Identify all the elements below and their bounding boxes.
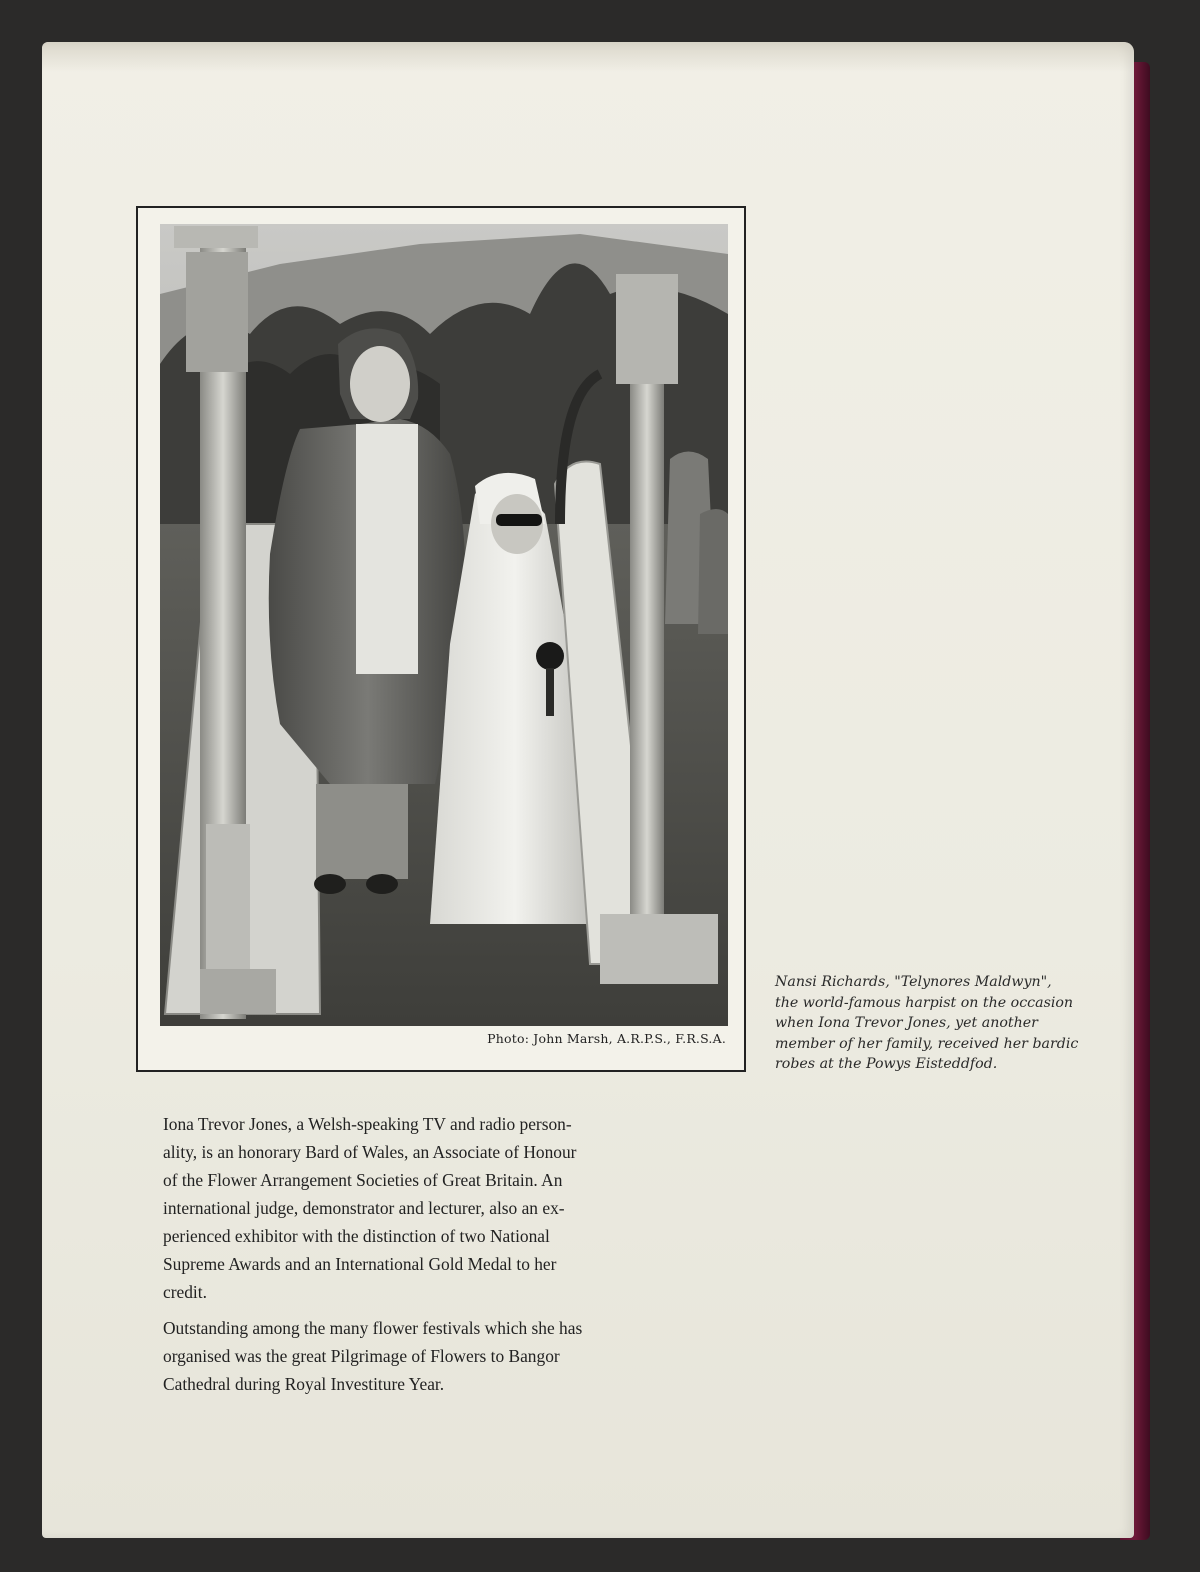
standing-woman-dress	[356, 424, 418, 674]
bio-paragraph-2	[163, 1314, 735, 1398]
seated-woman-sunglasses	[496, 514, 542, 526]
gravestone-2	[698, 509, 728, 634]
caption-line: robes at the Powys Eisteddfod.	[775, 1056, 998, 1072]
left-harp-capital	[186, 252, 248, 372]
standing-woman-legs	[316, 784, 408, 879]
bio-line: ality, is an honorary Bard of Wales, an Associate of Honour	[163, 1142, 577, 1162]
bio-line: Outstanding among the many flower festivals which she has	[163, 1318, 583, 1338]
bio-line: perienced exhibitor with the distinction of two National	[163, 1226, 550, 1246]
author-biography	[163, 1110, 735, 1406]
rosette-ribbon	[546, 668, 554, 716]
photograph	[160, 224, 728, 1026]
bio-line: international judge, demonstrator and lecturer, also an ex-	[163, 1198, 565, 1218]
bio-line: of the Flower Arrangement Societies of Great Britain. An	[163, 1170, 563, 1190]
bio-paragraph-1	[163, 1110, 735, 1306]
caption-line: the world-famous harpist on the occasion	[775, 994, 1074, 1011]
caption-line: when Iona Trevor Jones, yet another	[775, 1015, 1038, 1031]
photo-illustration	[160, 224, 728, 1026]
left-harp-base	[200, 969, 276, 1014]
rosette	[536, 642, 564, 670]
right-harp-base	[600, 914, 718, 984]
photo-caption	[775, 972, 1108, 1075]
jacket-worn-edge	[42, 42, 1134, 72]
caption-line: Nansi Richards, "Telynores Maldwyn",	[775, 974, 1052, 990]
bio-line: Cathedral during Royal Investiture Year.	[163, 1374, 445, 1394]
bio-line: Iona Trevor Jones, a Welsh-speaking TV and radio person-	[163, 1114, 572, 1134]
bio-line: organised was the great Pilgrimage of Flowers to Bangor	[163, 1346, 560, 1366]
left-harp-base-column	[206, 824, 250, 974]
photo-credit: Photo: John Marsh, A.R.P.S., F.R.S.A.	[487, 1031, 726, 1046]
left-harp-crown	[174, 226, 258, 248]
bio-line: credit.	[163, 1282, 207, 1302]
bio-line: Supreme Awards and an International Gold Medal to her	[163, 1254, 557, 1274]
caption-line: member of her family, received her bardic	[775, 1035, 1079, 1052]
standing-woman-shoe	[314, 874, 346, 894]
right-harp-capital	[616, 274, 678, 384]
standing-woman-face	[350, 346, 410, 422]
standing-woman-shoe-2	[366, 874, 398, 894]
